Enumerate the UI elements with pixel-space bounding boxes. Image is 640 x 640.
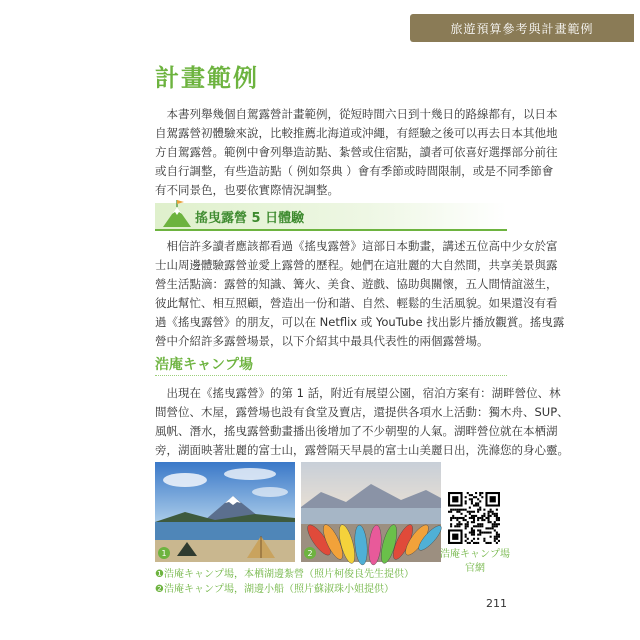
photo-lakeside-boats xyxy=(301,462,441,562)
photo-lakeside-camp xyxy=(155,462,295,562)
intro-line: 或自行調整，有些造訪點（ 例如祭典 ）會有季節或時間限制，或是不同季節會 xyxy=(155,164,554,178)
subsection-line: 風帆、潛水，搖曳露營動畫播出後增加了不少朝聖的人氣。湖畔營位就在本栖湖 xyxy=(155,424,558,438)
intro-line: 自駕露營初體驗來說，比較推薦北海道或沖繩，有經驗之後可以再去日本其他地 xyxy=(155,126,558,140)
section-line: 士山周邊體驗露營並愛上露營的歷程。她們在這壯麗的大自然間，共享美景與露 xyxy=(155,258,558,272)
photo-number-badge: 2 xyxy=(304,547,316,559)
subsection-divider xyxy=(155,374,507,376)
lakeside-boats-image xyxy=(301,462,441,562)
section-line: 營生活點滴：露營的知識、篝火、美食、遊戲、協助與關懷，五人間情誼滋生， xyxy=(155,277,558,291)
intro-line: 方自駕露營。範例中會列舉造訪點、紮營或住宿點，讀者可依喜好選擇部分前往 xyxy=(155,145,558,159)
section-line: 彼此幫忙、相互照顧，營造出一份和諧、自然、輕鬆的生活風貌。如果還沒有看 xyxy=(155,296,558,310)
subsection-line: 出現在《搖曳露營》的第 1 話，附近有展望公園，宿泊方案有：湖畔營位、林 xyxy=(155,386,561,400)
section-line: 營中介紹許多露營場景，以下介紹其中最具代表性的兩個露營場。 xyxy=(155,334,489,348)
section-banner-title: 搖曳露營 5 日體驗 xyxy=(195,211,305,226)
mountain-flag-icon xyxy=(161,199,193,229)
qr-caption-line: 浩庵キャンプ場 xyxy=(440,549,510,560)
subsection-heading: 浩庵キャンプ場 xyxy=(155,357,253,373)
qr-caption xyxy=(440,548,510,576)
section-line: 相信許多讀者應該都看過《搖曳露營》這部日本動畫，講述五位高中少女於富 xyxy=(155,239,558,253)
photo-number-badge: 1 xyxy=(158,547,170,559)
photo-caption: ❶浩庵キャンプ場，本栖湖邊紮營（照片柯俊良先生提供） xyxy=(155,569,414,580)
qr-code-icon[interactable] xyxy=(448,492,500,544)
section-banner xyxy=(155,203,507,231)
subsection-paragraph xyxy=(155,384,569,460)
section-paragraph xyxy=(155,237,565,351)
subsection-line: 間營位、木屋，露營場也設有食堂及賣店，還提供各項水上活動：獨木舟、SUP、 xyxy=(155,405,569,419)
chapter-header-tab: 旅遊預算參考與計畫範例 xyxy=(410,14,634,42)
intro-line: 有不同景色，也要依實際情況調整。 xyxy=(155,183,339,197)
page-title: 計畫範例 xyxy=(155,64,259,92)
intro-line: 本書列舉幾個自駕露營計畫範例，從短時間六日到十幾日的路線都有，以日本 xyxy=(155,107,558,121)
intro-paragraph xyxy=(155,105,558,200)
lakeside-camp-image xyxy=(155,462,295,562)
section-line: 過《搖曳露營》的朋友，可以在 Netflix 或 YouTube 找出影片播放觀賞。搖曳露 xyxy=(155,315,565,329)
qr-caption-line: 官網 xyxy=(465,563,485,574)
subsection-line: 旁，湖面映著壯麗的富士山，露營隔天早晨的富士山美麗日出，洗滌您的身心靈。 xyxy=(155,443,569,457)
photo-caption: ❷浩庵キャンプ場，湖邊小船（照片蘇淑珠小姐提供） xyxy=(155,584,394,595)
page-number: 211 xyxy=(486,597,507,610)
